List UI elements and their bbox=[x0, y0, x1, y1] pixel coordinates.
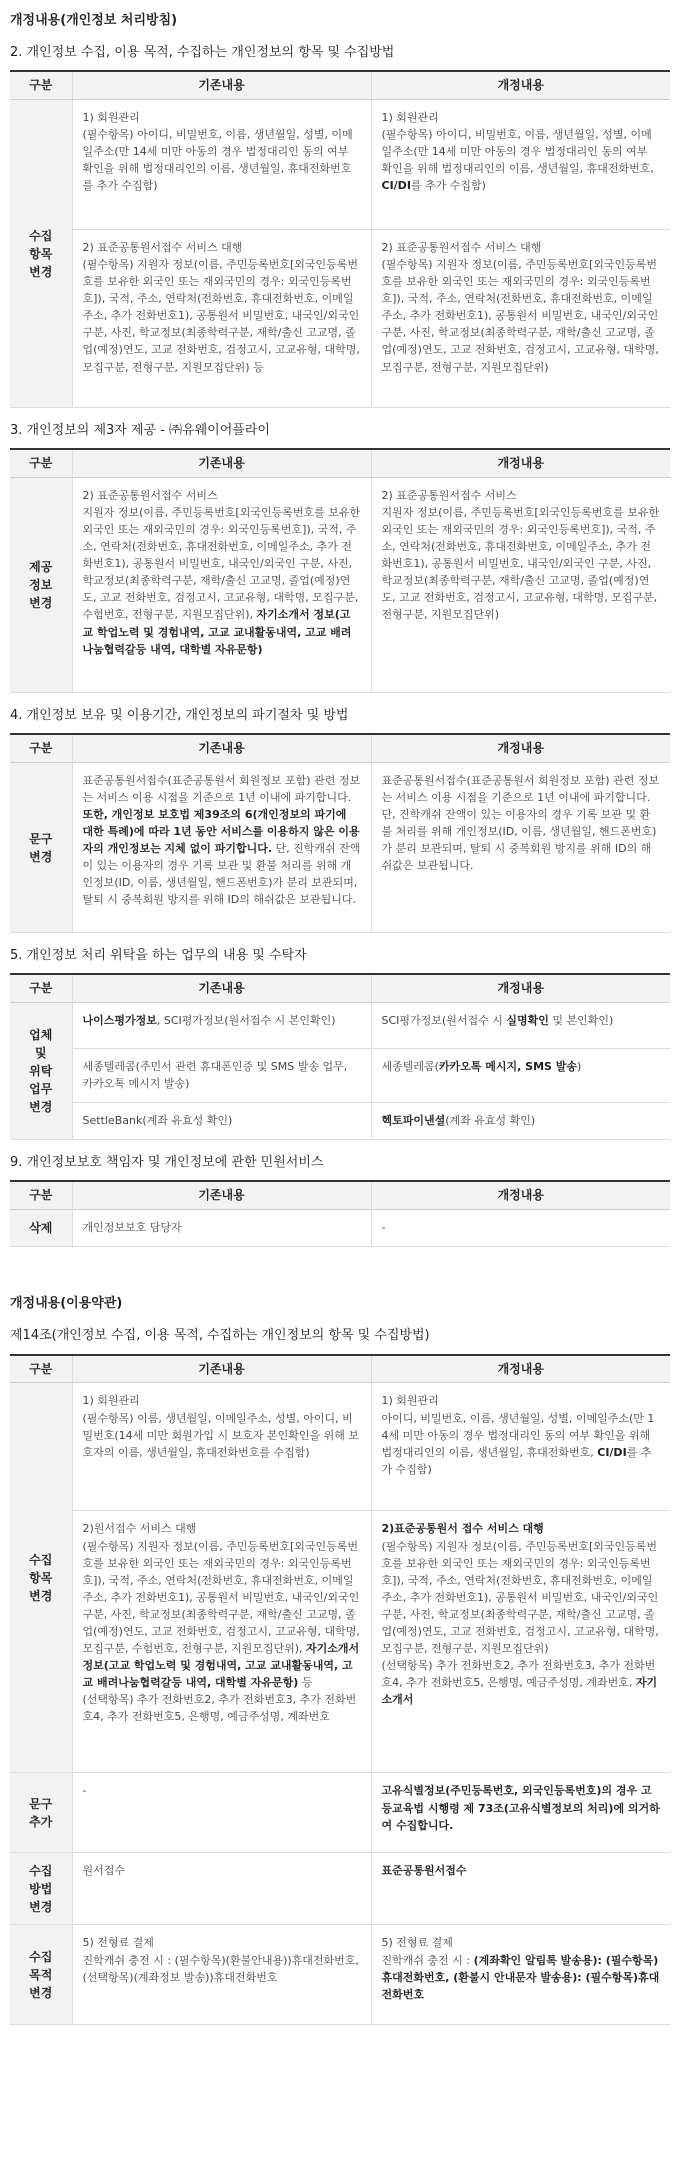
section-2-title: 2. 개인정보 수집, 이용 목적, 수집하는 개인정보의 항목 및 수집방법 bbox=[10, 45, 395, 61]
new-cell: 1) 회원관리 (필수항목) 아이디, 비밀번호, 이름, 생년월일, 성별, 이메일주소(만 14세 미만 아동의 경우 법정대리인 동의 여부 확인을 위해 법정대리인의 이름, 생년월일, 휴대전화번호, CI/DI를 추가 수집함) bbox=[371, 100, 670, 230]
header-category: 구분 bbox=[10, 1181, 72, 1209]
section-4-table bbox=[10, 733, 670, 933]
row-label: 제공 정보 변경 bbox=[10, 478, 72, 693]
old-cell: 표준공통원서접수(표준공통원서 회원정보 포함) 관련 정보는 서비스 이용 시점을 기준으로 1년 이내에 파기합니다. 또한, 개인정보 보호법 제39조의 6(개인정보의 파기에 대한 특례)에 따라 1년 동안 서비스를 이용하지 않은 이용자의 개인정보는 지체 없이 파기합니다. 단, 진학캐쉬 잔액이 있는 이용자의 경우 기록 보관 및 환불 처리를 위해 개인정보(ID, 이름, 생년월일, 핸드폰번호)가 분리 보관되며, 탈퇴 시 중복회원 방지를 위해 ID의 해쉬값은 보관됩니다. bbox=[72, 763, 371, 933]
table-header-row bbox=[10, 71, 670, 99]
header-category: 구분 bbox=[10, 1355, 72, 1383]
row-label: 수집 항목 변경 bbox=[10, 1383, 72, 1773]
row-label: 문구 변경 bbox=[10, 763, 72, 933]
new-cell: 표준공통원서접수 bbox=[371, 1853, 670, 1925]
new-cell: 2) 표준공통원서접수 서비스 지원자 정보(이름, 주민등록번호[외국인등록번호를 보유한 외국인 또는 재외국민의 경우: 외국인등록번호]), 국적, 주소, 연락처(전화번호, 휴대전화번호, 이메일주소, 추가 전화번호1), 공통원서 비밀번호, 내국인/외국인 구분, 사진, 학교정보(최종학력구분, 재학/출신 고교명, 졸업(예정)연도, 고교 전화번호, 검정고시, 고교유형, 대학명, 모집구분, 전형구분, 지원모집단위) bbox=[371, 478, 670, 693]
header-old: 기존내용 bbox=[72, 1355, 371, 1383]
header-new: 개정내용 bbox=[371, 734, 670, 762]
table-header-row bbox=[10, 1355, 670, 1383]
header-new: 개정내용 bbox=[371, 1355, 670, 1383]
section-2-table bbox=[10, 70, 670, 408]
row-label: 수집 목적 변경 bbox=[10, 1925, 72, 2025]
header-category: 구분 bbox=[10, 974, 72, 1002]
row-label: 문구 추가 bbox=[10, 1773, 72, 1853]
new-cell: 헥토파이낸셜(계좌 유효성 확인) bbox=[371, 1103, 670, 1140]
row-label: 수집 항목 변경 bbox=[10, 100, 72, 408]
new-cell: 2)표준공통원서 접수 서비스 대행 (필수항목) 지원자 정보(이름, 주민등록번호[외국인등록번호를 보유한 외국인 또는 재외국민의 경우: 외국인등록번호]), 국적, 주소, 연락처(전화번호, 휴대전화번호, 이메일주소, 추가 전화번호1), 공통원서 비밀번호, 내국인/외국인 구분, 사진, 학교정보(최종학력구분, 재학/출신 고교명, 졸업(예정)연도, 고교 전화번호, 검정고시, 고교유형, 대학명, 모집구분, 전형구분, 지원모집단위) (선택항목) 추가 전화번호2, 추가 전화번호3, 추가 전화번호4, 추가 전화번호5, 은행명, 예금주성명, 계좌번호, 자기소개서 bbox=[371, 1511, 670, 1773]
section-4-title: 4. 개인정보 보유 및 이용기간, 개인정보의 파기절차 및 방법 bbox=[10, 708, 349, 724]
header-old: 기존내용 bbox=[72, 734, 371, 762]
header-new: 개정내용 bbox=[371, 71, 670, 99]
new-cell: 세종텔레콤(카카오톡 메시지, SMS 발송) bbox=[371, 1049, 670, 1103]
page bbox=[10, 0, 670, 2025]
old-cell: 1) 회원관리 (필수항목) 아이디, 비밀번호, 이름, 생년월일, 성별, 이메일주소(만 14세 미만 아동의 경우 법정대리인 동의 여부 확인을 위해 법정대리인의 이름, 생년월일, 휴대전화번호를 추가 수집함) bbox=[72, 100, 371, 230]
section-3-table bbox=[10, 448, 670, 693]
article-14-table bbox=[10, 1354, 670, 2026]
old-cell: 개인정보보호 담당자 bbox=[72, 1210, 371, 1247]
header-category: 구분 bbox=[10, 71, 72, 99]
privacy-title: 개정내용(개인정보 처리방침) bbox=[10, 13, 178, 28]
table-row bbox=[10, 1103, 670, 1140]
old-cell: 5) 전형료 결제 진학캐쉬 충전 시 : (필수항목)(환불안내용))휴대전화번호, (선택항목)(계좌정보 발송))휴대전화번호 bbox=[72, 1925, 371, 2025]
table-header-row bbox=[10, 449, 670, 477]
section-9-table bbox=[10, 1180, 670, 1247]
new-cell: 표준공통원서접수(표준공통원서 회원정보 포함) 관련 정보는 서비스 이용 시점을 기준으로 1년 이내에 파기합니다. 단, 진학캐쉬 잔액이 있는 이용자의 경우 기록 보관 및 환불 처리를 위해 개인정보(ID, 이름, 생년월일, 핸드폰번호)가 분리 보관되며, 탈퇴 시 중복회원 방지를 위해 ID의 해쉬값은 보관됩니다. bbox=[371, 763, 670, 933]
table-header-row bbox=[10, 1181, 670, 1209]
header-new: 개정내용 bbox=[371, 1181, 670, 1209]
old-cell: - bbox=[72, 1773, 371, 1853]
old-cell: 2) 표준공통원서접수 서비스 지원자 정보(이름, 주민등록번호[외국인등록번호를 보유한 외국인 또는 재외국민의 경우: 외국인등록번호]), 국적, 주소, 연락처(전화번호, 휴대전화번호, 이메일주소, 추가 전화번호1), 공통원서 비밀번호, 내국인/외국인 구분, 사진, 학교정보(최종학력구분, 재학/출신 고교명, 졸업(예정)연도, 고교 전화번호, 검정고시, 고교유형, 대학명, 모집구분, 수험번호, 전형구분, 지원모집단위), 자기소개서 정보(고교 학업노력 및 경험내역, 고교 교내활동내역, 고교 배려나눔협력갈등 내역, 대학별 자유문항) bbox=[72, 478, 371, 693]
article-14-title: 제14조(개인정보 수집, 이용 목적, 수집하는 개인정보의 항목 및 수집방법) bbox=[10, 1328, 430, 1344]
header-old: 기존내용 bbox=[72, 71, 371, 99]
table-row bbox=[10, 1853, 670, 1925]
header-old: 기존내용 bbox=[72, 974, 371, 1002]
table-row bbox=[10, 1383, 670, 1511]
header-category: 구분 bbox=[10, 449, 72, 477]
header-old: 기존내용 bbox=[72, 1181, 371, 1209]
old-cell: 세종텔레콤(주민서 관련 휴대폰인증 및 SMS 발송 업무, 카카오톡 메시지 발송) bbox=[72, 1049, 371, 1103]
table-row bbox=[10, 763, 670, 933]
table-row bbox=[10, 1049, 670, 1103]
table-row bbox=[10, 100, 670, 230]
row-label: 삭제 bbox=[10, 1210, 72, 1247]
section-5-table bbox=[10, 973, 670, 1140]
new-cell: SCI평가정보(원서접수 시 실명확인 및 본인확인) bbox=[371, 1003, 670, 1049]
old-cell: 2)원서접수 서비스 대행 (필수항목) 지원자 정보(이름, 주민등록번호[외국인등록번호를 보유한 외국인 또는 재외국민의 경우: 외국인등록번호]), 국적, 주소, 연락처(전화번호, 휴대전화번호, 이메일주소, 추가 전화번호1), 공통원서 비밀번호, 내국인/외국인 구분, 사진, 학교정보(최종학력구분, 재학/출신 고교명, 졸업(예정)연도, 고교 전화번호, 검정고시, 고교유형, 대학명, 모집구분, 수험번호, 전형구분, 지원모집단위), 자기소개서 정보(고교 학업노력 및 경험내역, 고교 교내활동내역, 고교 배려나눔협력갈등 내역, 대학별 자유문항) 등 (선택항목) 추가 전화번호2, 추가 전화번호3, 추가 전화번호4, 추가 전화번호5, 은행명, 예금주성명, 계좌번호 bbox=[72, 1511, 371, 1773]
table-row bbox=[10, 230, 670, 408]
row-label: 업체 및 위탁 업무 변경 bbox=[10, 1003, 72, 1140]
old-cell: 2) 표준공통원서접수 서비스 대행 (필수항목) 지원자 정보(이름, 주민등록번호[외국인등록번호를 보유한 외국인 또는 재외국민의 경우: 외국인등록번호]), 국적, 주소, 연락처(전화번호, 휴대전화번호, 이메일주소, 추가 전화번호1), 공통원서 비밀번호, 내국인/외국인 구분, 사진, 학교정보(최종학력구분, 재학/출신 고교명, 졸업(예정)연도, 고교 전화번호, 검정고시, 고교유형, 대학명, 모집구분, 전형구분, 지원모집단위) 등 bbox=[72, 230, 371, 408]
header-new: 개정내용 bbox=[371, 449, 670, 477]
section-9-title: 9. 개인정보보호 책임자 및 개인정보에 관한 민원서비스 bbox=[10, 1155, 324, 1171]
new-cell: 1) 회원관리 아이디, 비밀번호, 이름, 생년월일, 성별, 이메일주소(만 14세 미만 아동의 경우 법정대리인 동의 여부 확인을 위해 법정대리인의 이름, 생년월일, 휴대전화번호, CI/DI를 추가 수집함) bbox=[371, 1383, 670, 1511]
old-cell: 원서접수 bbox=[72, 1853, 371, 1925]
table-header-row bbox=[10, 734, 670, 762]
new-cell: 5) 전형료 결제 진학캐쉬 충전 시 : (계좌확인 알림톡 발송용): (필수항목)휴대전화번호, (환불시 안내문자 발송용): (필수항목)휴대전화번호 bbox=[371, 1925, 670, 2025]
table-row bbox=[10, 1003, 670, 1049]
table-row bbox=[10, 1925, 670, 2025]
new-cell: - bbox=[371, 1210, 670, 1247]
header-new: 개정내용 bbox=[371, 974, 670, 1002]
table-row bbox=[10, 478, 670, 693]
table-header-row bbox=[10, 974, 670, 1002]
table-row bbox=[10, 1511, 670, 1773]
table-row bbox=[10, 1773, 670, 1853]
header-category: 구분 bbox=[10, 734, 72, 762]
section-5-title: 5. 개인정보 처리 위탁을 하는 업무의 내용 및 수탁자 bbox=[10, 948, 307, 964]
old-cell: 나이스평가정보, SCI평가정보(원서접수 시 본인확인) bbox=[72, 1003, 371, 1049]
section-3-title: 3. 개인정보의 제3자 제공 - ㈜유웨이어플라이 bbox=[10, 423, 270, 439]
header-old: 기존내용 bbox=[72, 449, 371, 477]
new-cell: 2) 표준공통원서접수 서비스 대행 (필수항목) 지원자 정보(이름, 주민등록번호[외국인등록번호를 보유한 외국인 또는 재외국민의 경우: 외국인등록번호]), 국적, 주소, 연락처(전화번호, 휴대전화번호, 이메일주소, 추가 전화번호1), 공통원서 비밀번호, 내국인/외국인 구분, 사진, 학교정보(최종학력구분, 재학/출신 고교명, 졸업(예정)연도, 고교 전화번호, 검정고시, 고교유형, 대학명, 모집구분, 전형구분, 지원모집단위) bbox=[371, 230, 670, 408]
new-cell: 고유식별정보(주민등록번호, 외국인등록번호)의 경우 고등교육법 시행령 제 73조(고유식별정보의 처리)에 의거하여 수집합니다. bbox=[371, 1773, 670, 1853]
table-row bbox=[10, 1210, 670, 1247]
old-cell: SettleBank(계좌 유효성 확인) bbox=[72, 1103, 371, 1140]
old-cell: 1) 회원관리 (필수항목) 이름, 생년월일, 이메일주소, 성별, 아이디, 비밀번호(14세 미만 회원가입 시 보호자 본인확인을 위해 보호자의 이름, 생년월일, 휴대전화번호를 수집함) bbox=[72, 1383, 371, 1511]
row-label: 수집 방법 변경 bbox=[10, 1853, 72, 1925]
terms-title: 개정내용(이용약관) bbox=[10, 1296, 123, 1312]
